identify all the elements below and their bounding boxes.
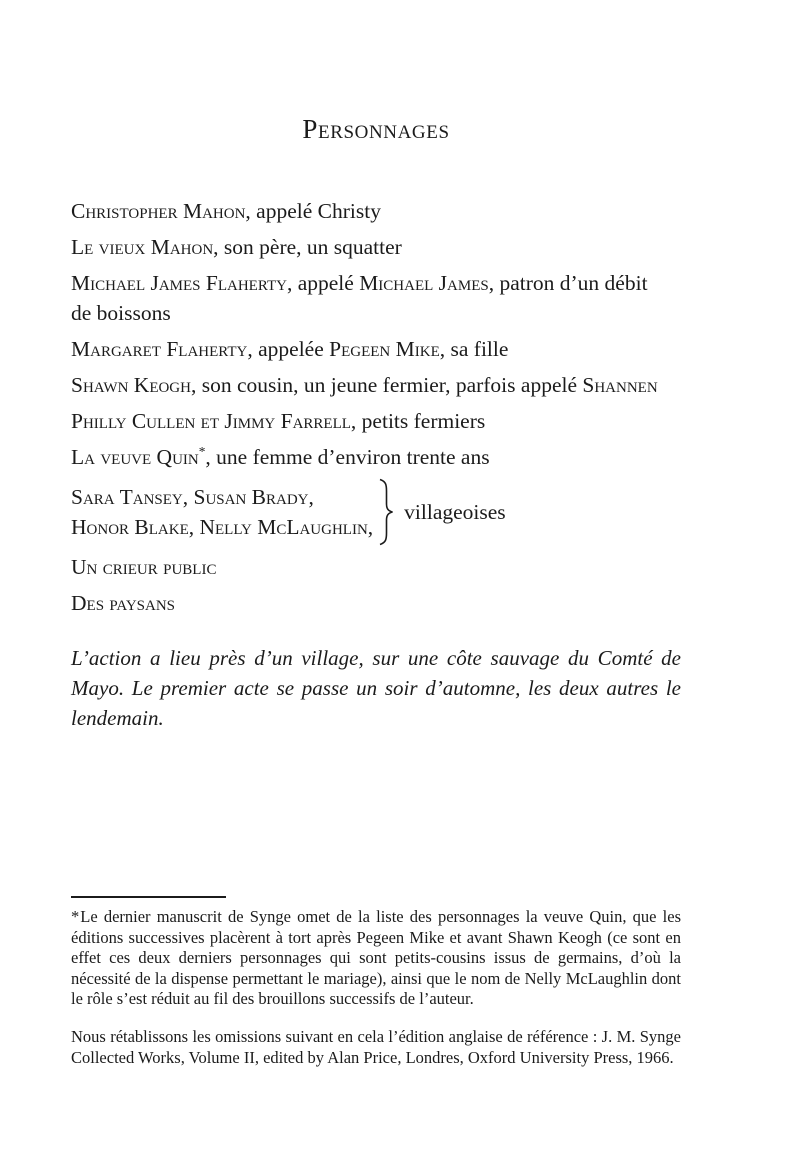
- group-label: villageoises: [404, 500, 506, 524]
- cast-entry-philly-jimmy: Philly Cullen et Jimmy Farrell, petits fermiers: [71, 409, 486, 433]
- cast-entry-crieur-public: Un crieur public: [71, 555, 217, 579]
- footnote-2: [71, 1027, 681, 1068]
- cast-entry-veuve-quin: La veuve Quin*, une femme d’environ trente ans: [71, 443, 490, 469]
- footnote-rule: [71, 896, 226, 898]
- right-brace-icon: [379, 478, 394, 546]
- footnote-1: [71, 907, 681, 1010]
- page-title: Personnages: [302, 114, 450, 144]
- cast-entry-paysans: Des paysans: [71, 591, 176, 615]
- cast-entry-michael-james-flaherty: Michael James Flaherty, appelé Michael James, patron d’un débit de boissons: [71, 271, 648, 325]
- cast-list: [71, 196, 659, 618]
- group-name-line: Honor Blake, Nelly McLaughlin,: [71, 515, 374, 539]
- footnote-text: Nous rétablissons les omissions suivant en cela l’édition anglaise de référence : J. M. Synge Collected Works, Volume II, edited by Alan Price, Londres, Oxford University Press, 1966.: [71, 1026, 681, 1067]
- cast-entry-shawn-keogh: Shawn Keogh, son cousin, un jeune fermier, parfois appelé Shannen: [71, 373, 658, 397]
- stage-direction: L’action a lieu près d’un village, sur une côte sauvage du Comté de Mayo. Le premier acte se passe un soir d’automne, les deux autres le lendemain.: [71, 646, 681, 730]
- cast-entry-margaret-flaherty: Margaret Flaherty, appelée Pegeen Mike, sa fille: [71, 337, 509, 361]
- cast-entry-christopher-mahon: Christopher Mahon, appelé Christy: [71, 199, 381, 223]
- group-name-line: Sara Tansey, Susan Brady,: [71, 485, 314, 509]
- villageoises-group: [71, 478, 659, 546]
- group-names: [71, 482, 373, 542]
- footnote-marker: *: [71, 907, 80, 926]
- footnote-text: Le dernier manuscrit de Synge omet de la liste des personnages la veuve Quin, que les éditions successives placèrent à tort après Pegeen Mike et avant Shawn Keogh (ce sont en effet ces deux derniers personnages qui sont petits-cousins issus de germains, d’où la nécessité de la dispense permettant le mariage), ainsi que le nom de Nelly McLaughlin dont le rôle s’est réduit au fil des brouillons successifs de l’auteur.: [71, 907, 681, 1009]
- cast-entry-vieux-mahon: Le vieux Mahon, son père, un squatter: [71, 235, 402, 259]
- footnote-section: [71, 896, 681, 1068]
